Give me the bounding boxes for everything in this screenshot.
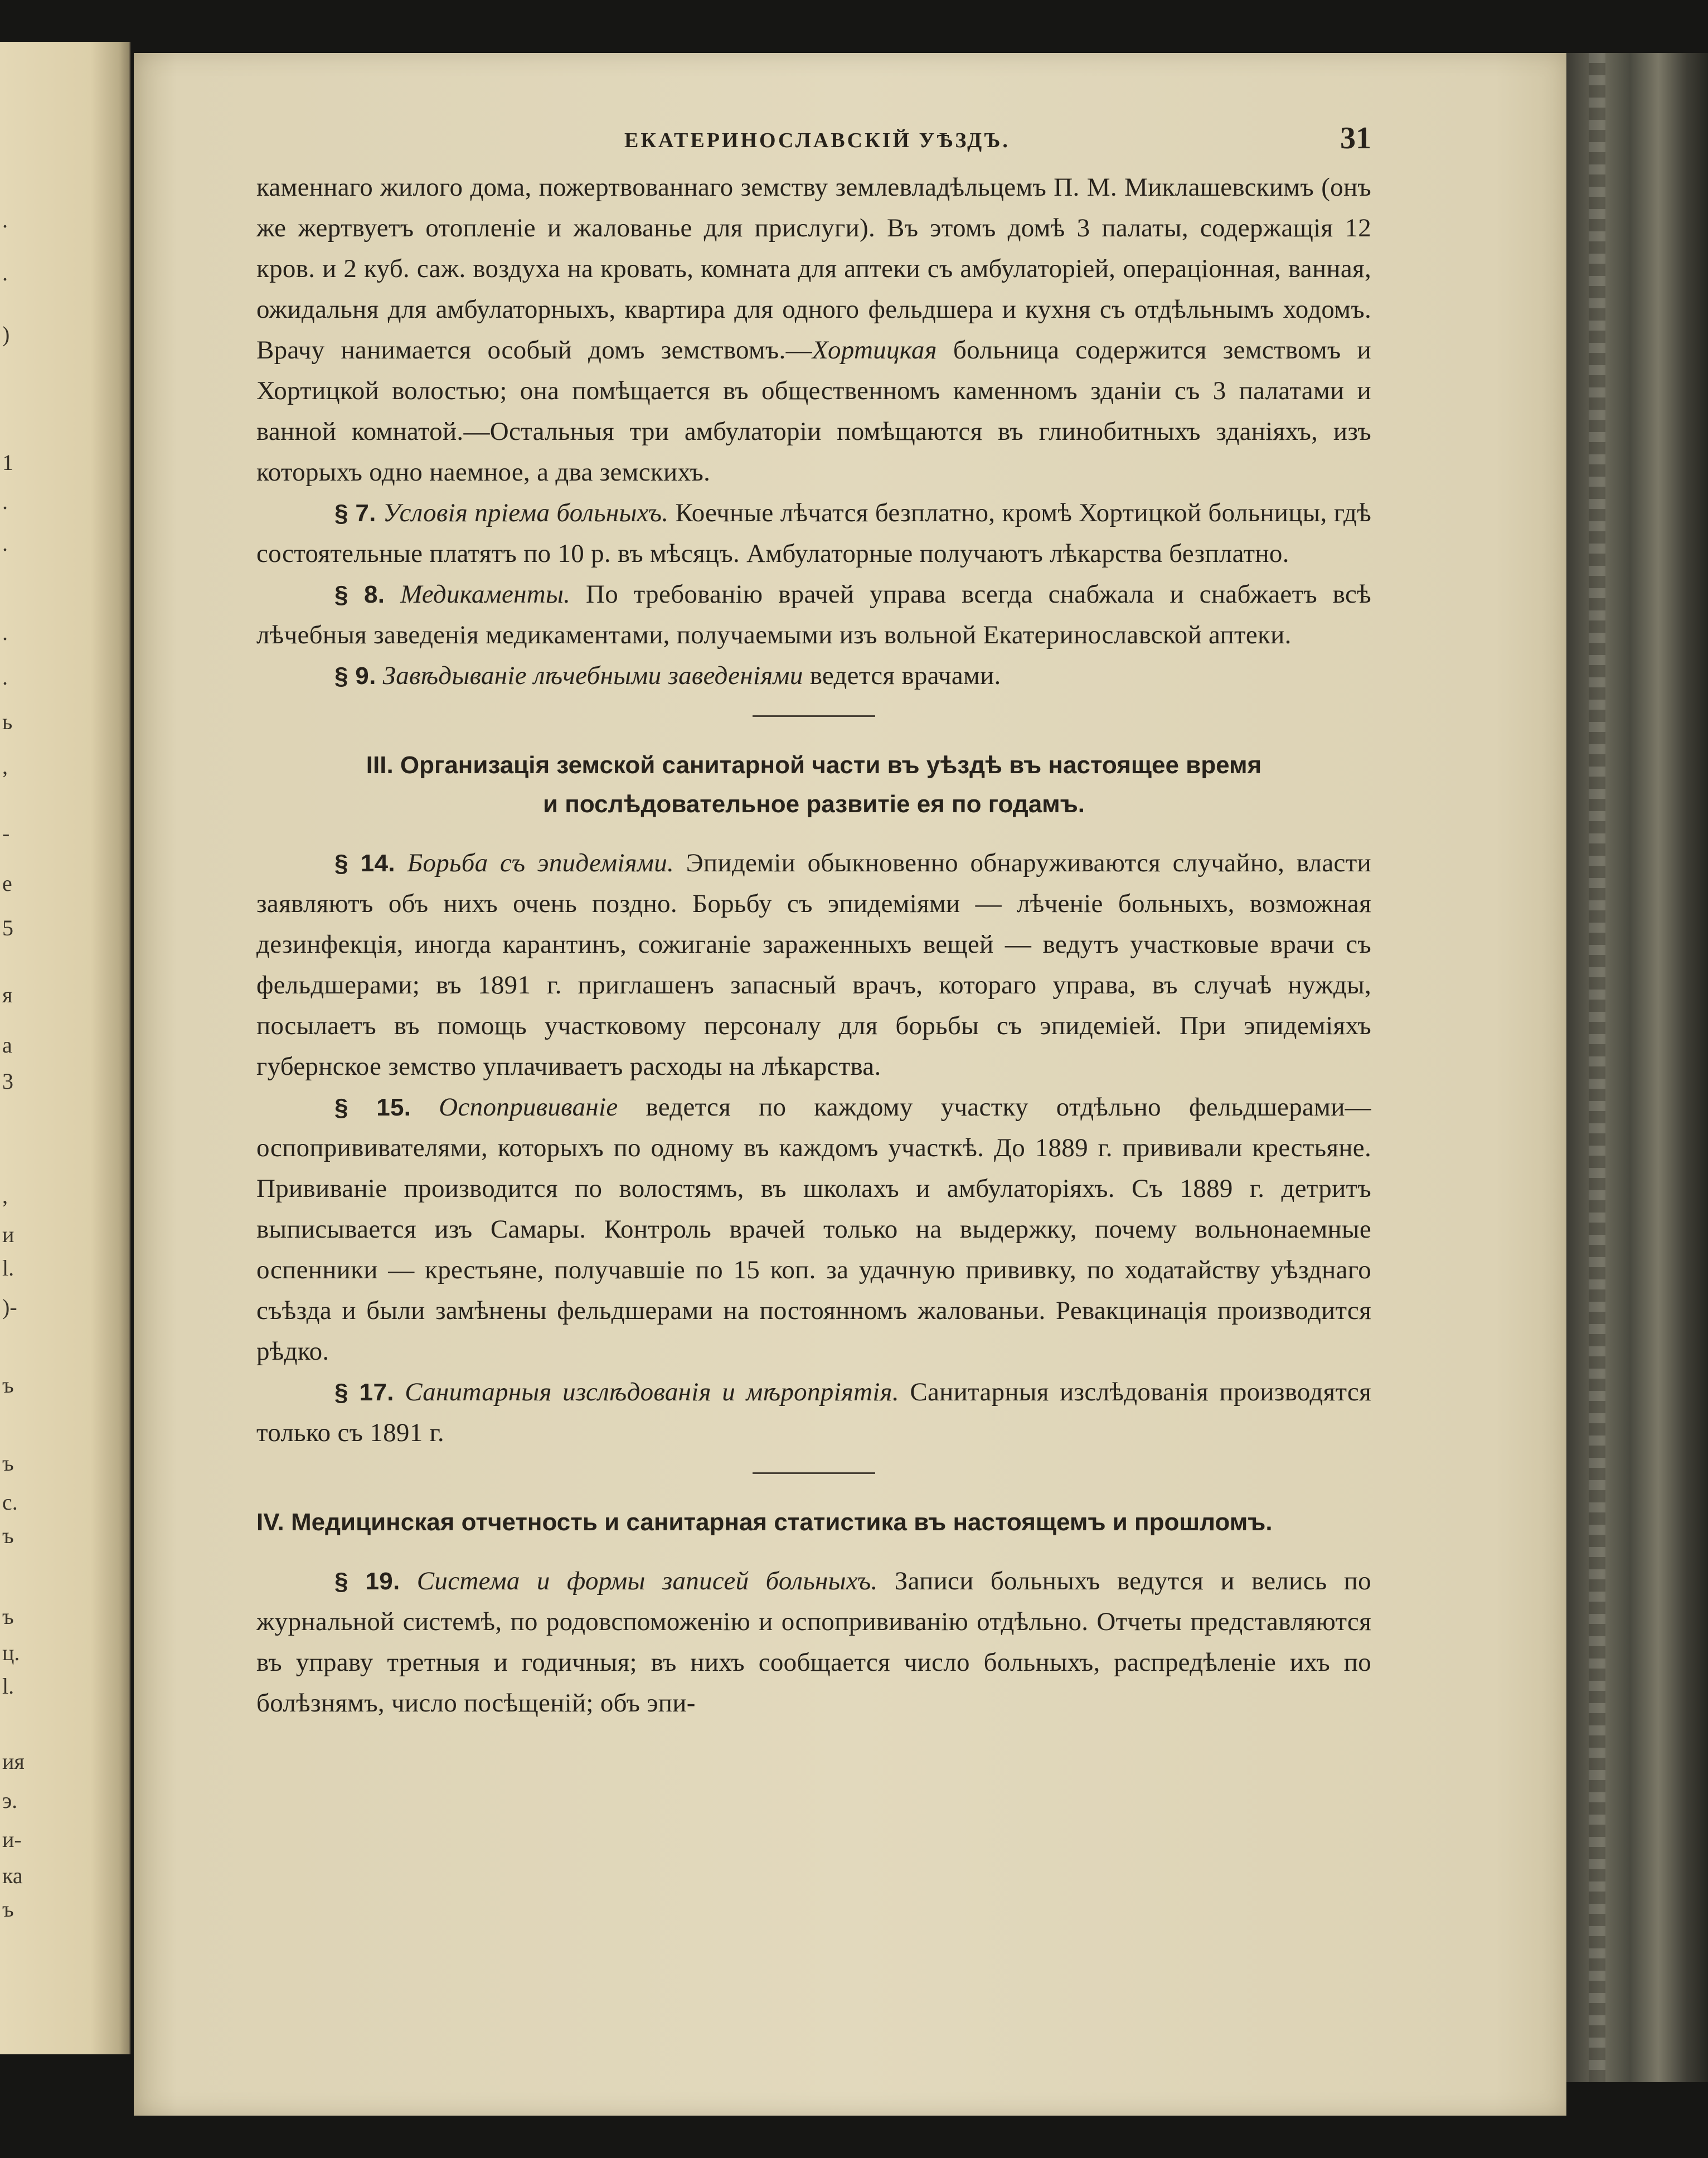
section-text: ведется врачами. [803, 661, 1001, 690]
left-margin-fragment: 1 [2, 450, 13, 475]
left-margin-fragment: e [2, 871, 12, 896]
left-margin-fragment: ь [2, 709, 13, 734]
section-number: § 9. [334, 662, 376, 690]
left-margin-fragment: э. [2, 1788, 18, 1813]
section-17 [256, 1372, 1371, 1453]
left-margin-fragment: ъ [2, 1451, 14, 1476]
chapter-heading-iii [256, 746, 1371, 824]
running-header [256, 123, 1371, 167]
section-text: Эпидеміи обыкновенно обнаруживаются случайно, власти заявляютъ объ нихъ очень поздно. Борьбу съ эпидеміями — лѣченіе больныхъ, возможная дезинфекція, иногда карантинъ, сожиганіе зараженныхъ вещей — ведутъ участковые врачи съ фельдшерами; въ 1891 г. приглашенъ запасный врачъ, котораго управа, въ случаѣ нужды, посылаетъ въ помощь участковому персоналу для борьбы съ эпидеміей. При эпидеміяхъ губернское земство уплачиваетъ расходы на лѣкарства. [256, 848, 1371, 1081]
chapter-heading-line: и послѣдовательное развитіе ея по годамъ. [542, 791, 1085, 818]
section-number: § 8. [334, 581, 385, 608]
section-number: § 15. [334, 1094, 411, 1121]
section-14 [256, 843, 1371, 1087]
paragraph-text: каменнаго жилого дома, пожертвованнаго земству землевладѣльцемъ П. М. Миклашевскимъ (онъ же жертвуетъ отопленіе и жалованье для прислуги). Въ этомъ домѣ 3 палаты, содержащія 12 кров. и 2 куб. саж. воздуха на кровать, комната для аптеки съ амбулаторіей, операціонная, ванная, ожидальня для амбулаторныхъ, квартира для одного фельдшера и кухня съ отдѣльнымъ ходомъ. Врачу нанимается особый домъ земствомъ.— [256, 173, 1371, 365]
left-margin-fragment: )- [2, 1294, 17, 1320]
section-title: Санитарныя изслѣдованія и мѣропріятія. [405, 1378, 899, 1407]
page-number: 31 [1340, 121, 1371, 156]
section-text: Санитарныя изслѣдованія производятся только съ 1891 г. [256, 1378, 1371, 1447]
left-margin-fragment: . [2, 620, 8, 645]
section-9 [256, 656, 1371, 696]
left-margin-fragment: ц. [2, 1640, 20, 1665]
left-margin-fragment: . [2, 260, 8, 285]
page-text-block [256, 123, 1371, 1724]
chapter-heading-iv: IV. Медицинская отчетность и санитарная статистика въ настоящемъ и прошломъ. [256, 1509, 1273, 1536]
section-divider [753, 1472, 875, 1474]
left-margin-fragment: . [2, 207, 8, 232]
running-title: ЕКАТЕРИНОСЛАВСКІЙ УѢЗДЪ. [624, 129, 1010, 152]
section-number: § 14. [334, 850, 395, 877]
section-8 [256, 574, 1371, 656]
left-margin-fragment: . [2, 531, 8, 556]
left-margin-fragment: ия [2, 1749, 25, 1774]
section-text: Записи больныхъ ведутся и велись по журнальной системѣ, по родовспоможенію и оспопрививанію отдѣльно. Отчеты представляются въ управу третныя и годичныя; въ нихъ сообщается число больныхъ, распредѣленіе ихъ по болѣзнямъ, число посѣщеній; объ эпи- [256, 1567, 1371, 1718]
section-7 [256, 493, 1371, 574]
left-margin-fragment: , [2, 754, 8, 779]
section-text: По требованію врачей управа всегда снабжала и снабжаетъ всѣ лѣчебныя заведенія медикаментами, получаемыми изъ вольной Екатеринославской аптеки. [256, 580, 1371, 649]
left-facing-page [0, 42, 130, 2054]
left-margin-fragment: ка [2, 1863, 23, 1888]
left-margin-fragment: я [2, 982, 13, 1007]
section-title: Оспопрививаніе [439, 1093, 618, 1122]
left-margin-fragment: a [2, 1032, 12, 1058]
section-divider [753, 715, 875, 717]
left-margin-fragment: . [2, 489, 8, 514]
left-margin-fragment: l. [2, 1255, 14, 1281]
italic-term: Хортицкая [812, 336, 937, 365]
left-margin-fragment: и [2, 1222, 14, 1247]
paragraph-text: больница содержится земствомъ и Хортицкой волостью; она помѣщается въ общественномъ каменномъ зданіи съ 3 палатами и ванной комнатой.—Остальныя три амбулаторіи помѣщаются въ глинобитныхъ зданіяхъ, изъ которыхъ одно наемное, а два земскихъ. [256, 336, 1371, 487]
section-15 [256, 1087, 1371, 1372]
chapter-heading-line: III. Организація земской санитарной части въ уѣздѣ въ настоящее время [366, 751, 1262, 779]
book-binding-edge [1566, 53, 1708, 2082]
left-margin-fragment: с. [2, 1490, 18, 1515]
section-number: § 7. [334, 500, 376, 527]
left-margin-fragment: . [2, 665, 8, 690]
left-margin-fragment: ъ [2, 1523, 14, 1548]
left-margin-fragment: и- [2, 1827, 22, 1852]
left-margin-fragment: 3 [2, 1069, 13, 1094]
section-title: Завѣдываніе лѣчебными заведеніями [382, 661, 803, 690]
section-text: ведется по каждому участку отдѣльно фельдшерами—оспопрививателями, которыхъ по одному въ каждомъ участкѣ. До 1889 г. прививали крестьяне. Прививаніе производится по волостямъ, въ школахъ и амбулаторіяхъ. Съ 1889 г. детритъ выписывается изъ Самары. Контроль врачей только на выдержку, почему вольнонаемные оспенники — крестьяне, получавшіе по 15 коп. за удачную прививку, по ходатайству уѣзднаго съѣзда и были замѣнены фельдшерами на постоянномъ жалованьи. Ревакцинація производится рѣдко. [256, 1093, 1371, 1366]
section-title: Система и формы записей больныхъ. [416, 1567, 878, 1596]
left-margin-fragment: ъ [2, 1604, 14, 1629]
section-number: § 17. [334, 1379, 394, 1406]
left-margin-fragment: 5 [2, 915, 13, 940]
left-margin-fragment: l. [2, 1674, 14, 1699]
paragraph-hospital-description [256, 167, 1371, 493]
section-title: Борьба съ эпидеміями. [407, 848, 675, 877]
section-title: Условія пріема больныхъ. [382, 498, 669, 527]
left-margin-fragment: , [2, 1183, 8, 1208]
section-19 [256, 1561, 1371, 1724]
left-margin-fragment: - [2, 821, 10, 846]
section-number: § 19. [334, 1568, 400, 1595]
left-margin-fragment: ъ [2, 1373, 14, 1398]
left-margin-fragment: ъ [2, 1897, 14, 1922]
section-text: Коечные лѣчатся безплатно, кромѣ Хортицкой больницы, гдѣ состоятельные платятъ по 10 р. въ мѣсяцъ. Амбулаторные получаютъ лѣкарства безплатно. [256, 498, 1372, 568]
left-margin-fragment: ) [2, 322, 10, 347]
section-title: Медикаменты. [400, 580, 571, 609]
